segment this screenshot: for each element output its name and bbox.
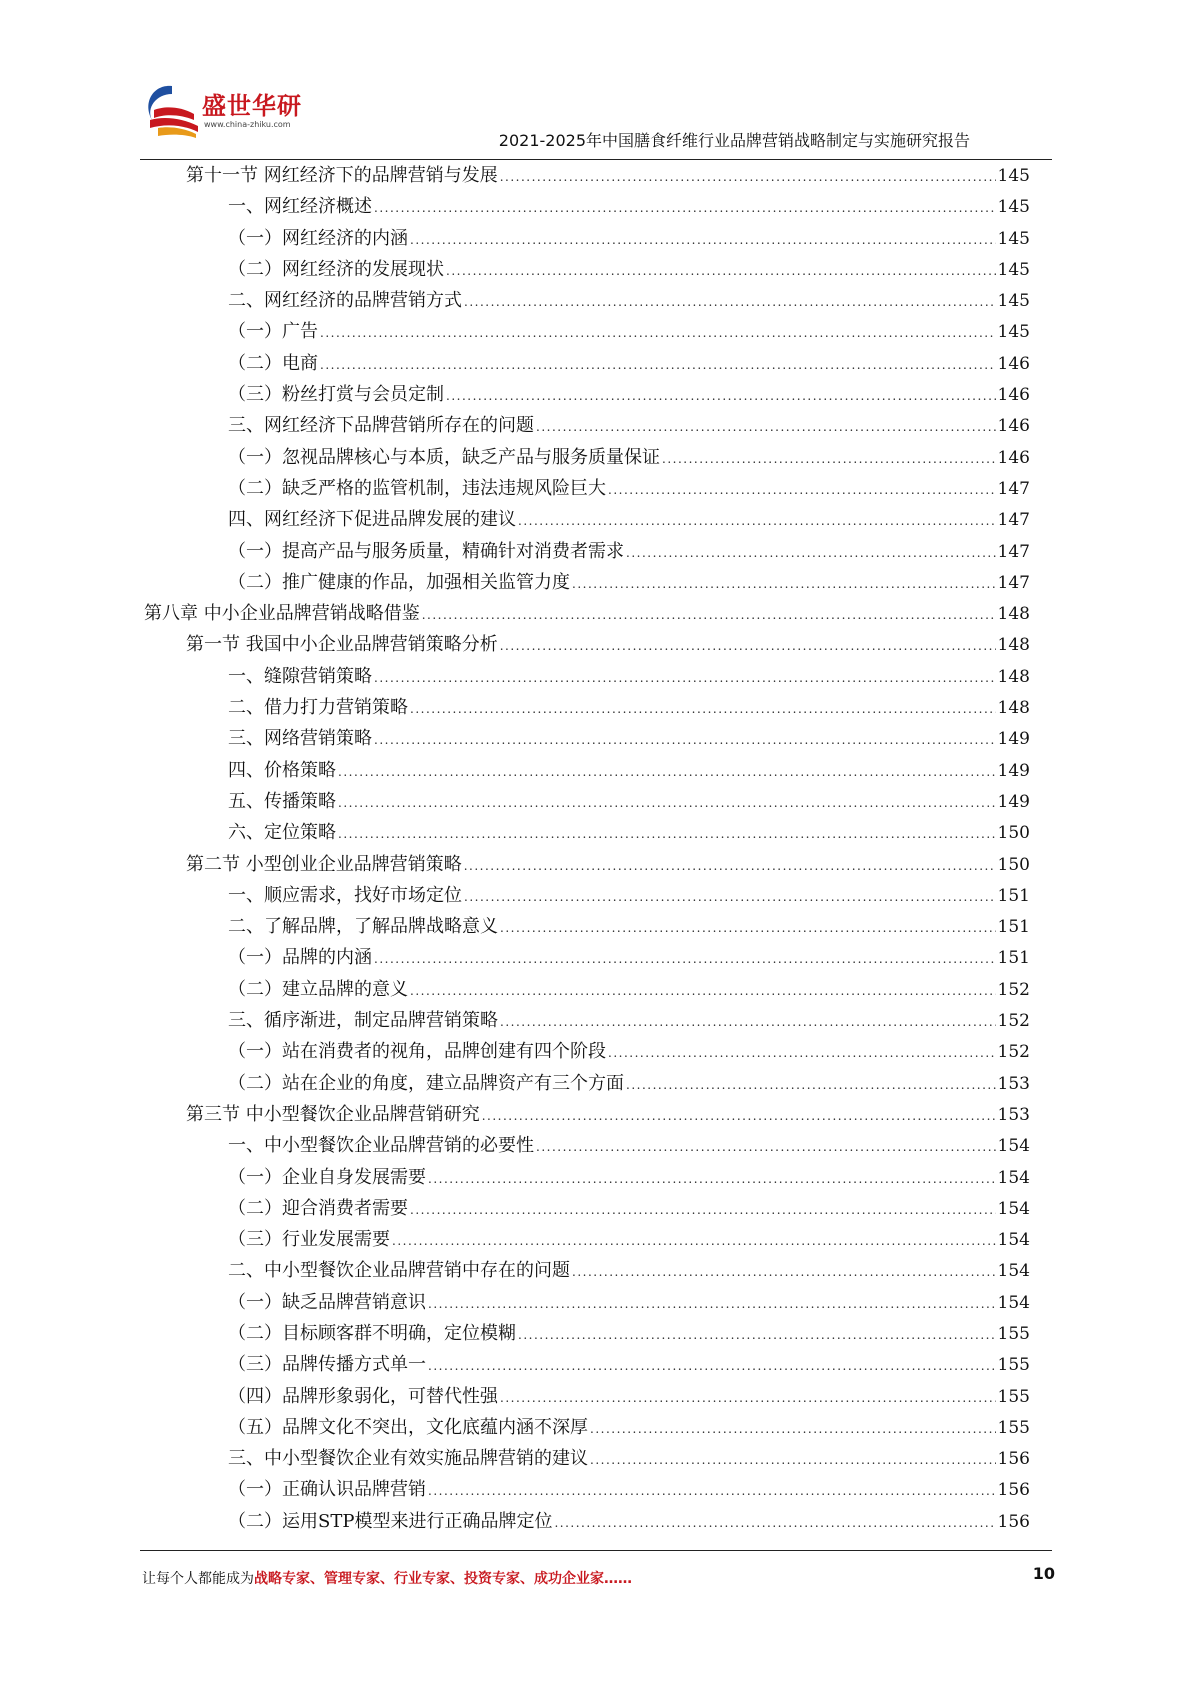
- toc-entry-page: 148: [997, 666, 1030, 687]
- toc-entry-label: （一）正确认识品牌营销: [228, 1479, 426, 1501]
- toc-entry-page: 151: [997, 917, 1030, 938]
- toc-entry[interactable]: [140, 1005, 1030, 1036]
- logo-text: 盛世华研: [202, 92, 302, 120]
- footer-divider: [140, 1550, 1052, 1551]
- toc-entry-page: 147: [997, 541, 1030, 562]
- toc-entry-page: 148: [997, 698, 1030, 719]
- toc-entry-page: 155: [997, 1386, 1030, 1407]
- toc-leader-dots: [338, 757, 996, 788]
- toc-leader-dots: [320, 318, 996, 349]
- toc-entry[interactable]: [140, 567, 1030, 598]
- toc-leader-dots: [554, 1508, 995, 1539]
- toc-entry-page: 145: [997, 322, 1030, 343]
- toc-entry-label: 一、顺应需求，找好市场定位: [228, 884, 462, 906]
- toc-entry-page: 148: [997, 604, 1030, 625]
- toc-entry-page: 155: [997, 1417, 1030, 1438]
- toc-entry[interactable]: [140, 1474, 1030, 1505]
- table-of-contents: [140, 160, 1030, 1537]
- toc-entry-page: 145: [997, 291, 1030, 312]
- toc-leader-dots: [410, 225, 996, 256]
- toc-entry-label: （三）粉丝打赏与会员定制: [228, 384, 444, 406]
- toc-leader-dots: [428, 1476, 996, 1507]
- toc-leader-dots: [320, 350, 996, 381]
- toc-leader-dots: [338, 819, 996, 850]
- toc-entry[interactable]: [140, 1255, 1030, 1286]
- toc-entry-label: 五、传播策略: [228, 790, 336, 812]
- toc-entry[interactable]: [140, 1506, 1030, 1537]
- toc-entry-label: 第十一节 网红经济下的品牌营销与发展: [186, 165, 498, 186]
- toc-entry-label: 一、网红经济概述: [228, 196, 372, 218]
- toc-entry[interactable]: [140, 723, 1030, 754]
- toc-leader-dots: [500, 631, 996, 662]
- toc-entry-label: 三、循序渐进，制定品牌营销策略: [228, 1010, 498, 1032]
- toc-leader-dots: [590, 1414, 996, 1445]
- toc-entry-label: （二）网红经济的发展现状: [228, 258, 444, 280]
- toc-leader-dots: [482, 1101, 996, 1132]
- toc-entry-page: 149: [997, 729, 1030, 750]
- toc-entry[interactable]: [140, 786, 1030, 817]
- toc-leader-dots: [410, 1195, 996, 1226]
- toc-entry-page: 147: [997, 510, 1030, 531]
- footer-slogan-highlight: 战略专家、管理专家、行业专家、投资专家、成功企业家……: [254, 1571, 632, 1587]
- toc-entry[interactable]: [140, 1349, 1030, 1380]
- toc-entry-label: 六、定位策略: [228, 822, 336, 844]
- toc-entry-page: 156: [997, 1449, 1030, 1470]
- toc-entry-page: 153: [997, 1104, 1030, 1125]
- toc-entry[interactable]: [140, 1130, 1030, 1161]
- toc-leader-dots: [626, 538, 996, 569]
- toc-entry[interactable]: [140, 410, 1030, 441]
- toc-entry-page: 150: [997, 854, 1030, 875]
- toc-entry-label: （四）品牌形象弱化，可替代性强: [228, 1385, 498, 1407]
- toc-entry-label: （二）运用STP模型来进行正确品牌定位: [228, 1510, 553, 1532]
- toc-leader-dots: [608, 1038, 996, 1069]
- toc-entry-label: 三、网络营销策略: [228, 728, 372, 750]
- toc-leader-dots: [572, 569, 996, 600]
- toc-leader-dots: [428, 1164, 996, 1195]
- toc-leader-dots: [410, 976, 996, 1007]
- toc-entry-label: （二）目标顾客群不明确，定位模糊: [228, 1322, 516, 1344]
- toc-entry-page: 150: [997, 823, 1030, 844]
- toc-leader-dots: [500, 1383, 996, 1414]
- toc-entry-label: 二、借力打力营销策略: [228, 697, 408, 719]
- toc-entry-page: 154: [997, 1136, 1030, 1157]
- toc-entry-page: 147: [997, 572, 1030, 593]
- toc-entry-label: （二）缺乏严格的监管机制，违法违规风险巨大: [228, 477, 606, 499]
- logo-emblem-icon: [140, 80, 204, 140]
- toc-entry[interactable]: [140, 536, 1030, 567]
- toc-entry-page: 151: [997, 885, 1030, 906]
- toc-leader-dots: [536, 412, 996, 443]
- toc-leader-dots: [410, 694, 996, 725]
- toc-entry-label: （一）缺乏品牌营销意识: [228, 1291, 426, 1313]
- toc-entry-page: 151: [997, 948, 1030, 969]
- toc-entry[interactable]: [140, 661, 1030, 692]
- toc-entry-label: （一）站在消费者的视角，品牌创建有四个阶段: [228, 1041, 606, 1063]
- toc-leader-dots: [626, 1070, 996, 1101]
- toc-entry-page: 152: [997, 1042, 1030, 1063]
- toc-entry-label: （五）品牌文化不突出，文化底蕴内涵不深厚: [228, 1416, 588, 1438]
- toc-entry-label: 一、缝隙营销策略: [228, 665, 372, 687]
- toc-entry-page: 146: [997, 447, 1030, 468]
- toc-entry-page: 154: [997, 1198, 1030, 1219]
- toc-entry-label: （三）品牌传播方式单一: [228, 1354, 426, 1376]
- toc-entry-page: 146: [997, 353, 1030, 374]
- toc-entry-page: 149: [997, 760, 1030, 781]
- toc-entry-label: 三、中小型餐饮企业有效实施品牌营销的建议: [228, 1448, 588, 1470]
- toc-entry[interactable]: [140, 473, 1030, 504]
- toc-entry-label: （一）提高产品与服务质量，精确针对消费者需求: [228, 540, 624, 562]
- logo-url: www.china-zhiku.com: [204, 120, 291, 129]
- toc-entry[interactable]: [140, 191, 1030, 222]
- footer-slogan: [142, 1568, 632, 1588]
- toc-entry[interactable]: [140, 629, 1030, 660]
- toc-entry[interactable]: [140, 817, 1030, 848]
- toc-leader-dots: [392, 1226, 996, 1257]
- toc-entry[interactable]: [140, 160, 1030, 191]
- toc-entry-page: 154: [997, 1292, 1030, 1313]
- toc-leader-dots: [518, 1320, 996, 1351]
- toc-leader-dots: [428, 1351, 996, 1382]
- toc-entry[interactable]: [140, 1287, 1030, 1318]
- toc-entry-label: （二）迎合消费者需要: [228, 1197, 408, 1219]
- toc-entry-label: （二）站在企业的角度，建立品牌资产有三个方面: [228, 1072, 624, 1094]
- toc-leader-dots: [374, 663, 996, 694]
- toc-leader-dots: [422, 600, 996, 631]
- toc-entry-label: （三）行业发展需要: [228, 1229, 390, 1251]
- toc-leader-dots: [374, 193, 996, 224]
- toc-entry[interactable]: [140, 911, 1030, 942]
- toc-leader-dots: [500, 913, 996, 944]
- toc-entry-label: 第一节 我国中小企业品牌营销策略分析: [186, 634, 498, 656]
- toc-entry[interactable]: [140, 974, 1030, 1005]
- toc-entry[interactable]: [140, 504, 1030, 535]
- toc-entry-page: 146: [997, 385, 1030, 406]
- toc-entry[interactable]: [140, 1318, 1030, 1349]
- toc-entry[interactable]: [140, 1068, 1030, 1099]
- toc-entry-label: 四、网红经济下促进品牌发展的建议: [228, 509, 516, 531]
- toc-leader-dots: [518, 506, 996, 537]
- toc-entry[interactable]: [140, 755, 1030, 786]
- toc-entry[interactable]: [140, 1193, 1030, 1224]
- toc-entry[interactable]: [140, 1036, 1030, 1067]
- toc-entry-label: （一）忽视品牌核心与本质，缺乏产品与服务质量保证: [228, 446, 660, 468]
- toc-entry-page: 145: [997, 259, 1030, 280]
- toc-leader-dots: [338, 788, 996, 819]
- toc-entry-page: 155: [997, 1323, 1030, 1344]
- toc-entry[interactable]: [140, 880, 1030, 911]
- toc-entry-label: （一）品牌的内涵: [228, 947, 372, 969]
- toc-entry-page: 154: [997, 1230, 1030, 1251]
- toc-entry-label: 三、网红经济下品牌营销所存在的问题: [228, 415, 534, 437]
- toc-entry-page: 149: [997, 791, 1030, 812]
- toc-entry-label: （二）电商: [228, 352, 318, 374]
- toc-entry-page: 156: [997, 1511, 1030, 1532]
- toc-leader-dots: [374, 944, 996, 975]
- toc-entry-label: 二、中小型餐饮企业品牌营销中存在的问题: [228, 1260, 570, 1282]
- toc-entry[interactable]: [140, 442, 1030, 473]
- toc-entry-label: 二、网红经济的品牌营销方式: [228, 290, 462, 312]
- toc-entry-page: 145: [997, 166, 1030, 186]
- toc-entry[interactable]: [140, 1443, 1030, 1474]
- toc-leader-dots: [572, 1257, 996, 1288]
- toc-entry-label: （二）建立品牌的意义: [228, 978, 408, 1000]
- toc-entry-label: 一、中小型餐饮企业品牌营销的必要性: [228, 1135, 534, 1157]
- toc-entry-label: 四、价格策略: [228, 759, 336, 781]
- toc-entry-label: 第八章 中小企业品牌营销战略借鉴: [144, 603, 420, 625]
- toc-entry-label: 第二节 小型创业企业品牌营销策略: [186, 853, 462, 875]
- toc-entry[interactable]: [140, 316, 1030, 347]
- toc-leader-dots: [428, 1289, 996, 1320]
- toc-entry[interactable]: [140, 223, 1030, 254]
- page-header: [140, 80, 1052, 150]
- toc-entry-page: 145: [997, 228, 1030, 249]
- toc-leader-dots: [446, 381, 996, 412]
- toc-entry-page: 153: [997, 1073, 1030, 1094]
- toc-leader-dots: [500, 162, 996, 193]
- toc-entry-label: （二）推广健康的作品，加强相关监管力度: [228, 571, 570, 593]
- toc-entry-page: 154: [997, 1261, 1030, 1282]
- toc-entry-label: （一）网红经济的内涵: [228, 227, 408, 249]
- toc-entry[interactable]: [140, 254, 1030, 285]
- toc-entry[interactable]: [140, 849, 1030, 880]
- toc-entry[interactable]: [140, 598, 1030, 629]
- toc-entry[interactable]: [140, 692, 1030, 723]
- toc-entry-page: 156: [997, 1480, 1030, 1501]
- toc-leader-dots: [464, 882, 996, 913]
- toc-entry[interactable]: [140, 348, 1030, 379]
- toc-leader-dots: [662, 444, 996, 475]
- toc-entry[interactable]: [140, 942, 1030, 973]
- company-logo: [140, 80, 310, 142]
- toc-entry-page: 146: [997, 416, 1030, 437]
- toc-leader-dots: [374, 725, 996, 756]
- toc-entry-page: 154: [997, 1167, 1030, 1188]
- toc-entry[interactable]: [140, 1412, 1030, 1443]
- toc-leader-dots: [536, 1132, 996, 1163]
- toc-entry-page: 152: [997, 1011, 1030, 1032]
- toc-entry-label: （一）广告: [228, 321, 318, 343]
- toc-leader-dots: [446, 256, 996, 287]
- toc-leader-dots: [590, 1445, 996, 1476]
- toc-entry-page: 148: [997, 635, 1030, 656]
- toc-entry[interactable]: [140, 379, 1030, 410]
- toc-entry[interactable]: [140, 1224, 1030, 1255]
- toc-entry[interactable]: [140, 1381, 1030, 1412]
- toc-entry[interactable]: [140, 1162, 1030, 1193]
- toc-entry-page: 152: [997, 979, 1030, 1000]
- toc-entry-page: 155: [997, 1355, 1030, 1376]
- footer-slogan-prefix: 让每个人都能成为: [142, 1571, 254, 1587]
- document-title: 2021-2025年中国膳食纤维行业品牌营销战略制定与实施研究报告: [498, 131, 970, 150]
- toc-leader-dots: [500, 1007, 996, 1038]
- toc-entry-label: （一）企业自身发展需要: [228, 1166, 426, 1188]
- toc-entry-label: 第三节 中小型餐饮企业品牌营销研究: [186, 1103, 480, 1125]
- toc-entry[interactable]: [140, 285, 1030, 316]
- page-number: 10: [1032, 1564, 1055, 1583]
- toc-entry-label: 二、了解品牌，了解品牌战略意义: [228, 916, 498, 938]
- toc-leader-dots: [464, 287, 996, 318]
- toc-leader-dots: [464, 851, 996, 882]
- toc-entry[interactable]: [140, 1099, 1030, 1130]
- toc-entry-page: 147: [997, 478, 1030, 499]
- toc-leader-dots: [608, 475, 996, 506]
- toc-entry-page: 145: [997, 197, 1030, 218]
